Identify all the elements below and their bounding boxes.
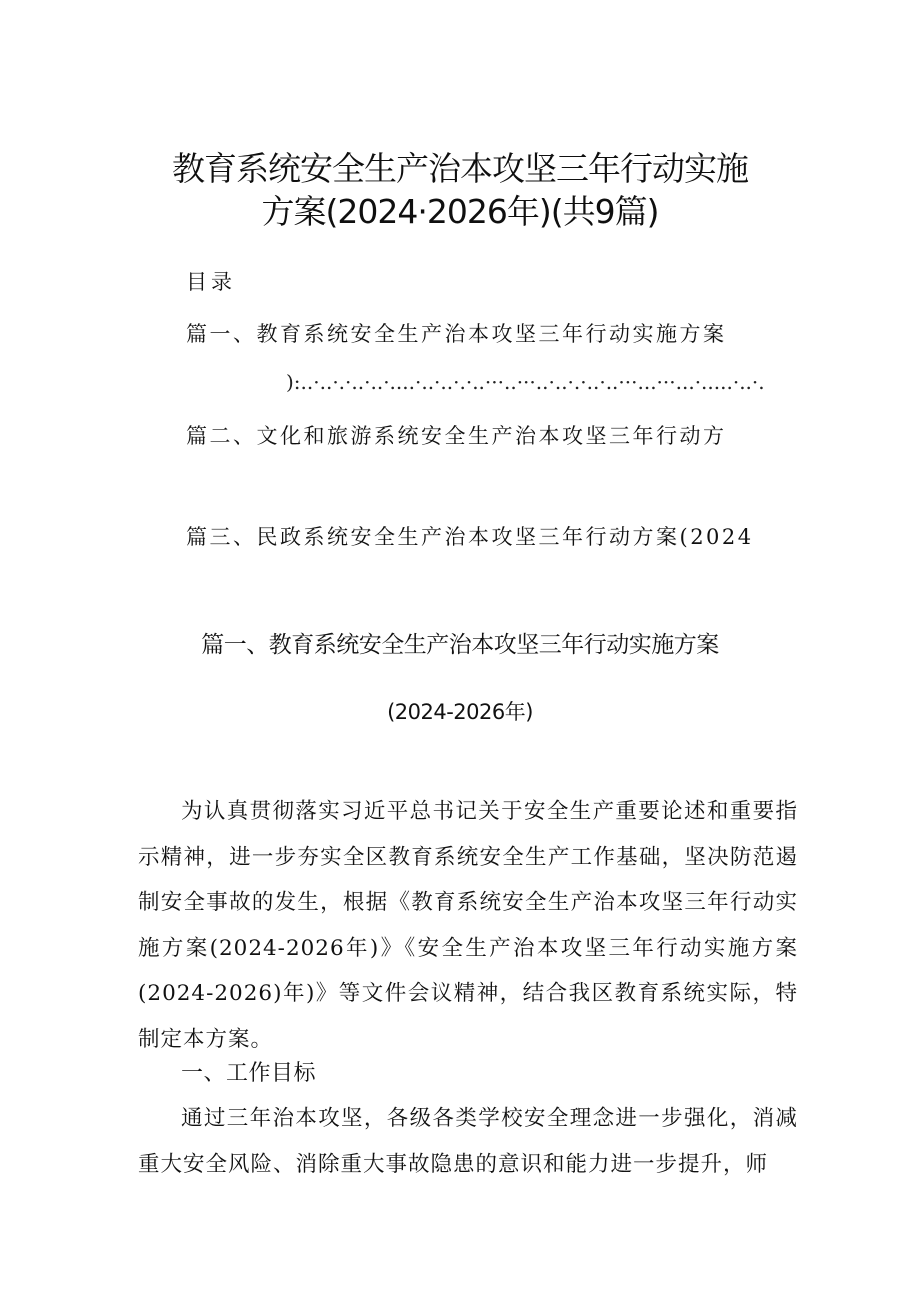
section-subtitle: (2024-2026年) xyxy=(387,700,533,724)
document-title-line2: 方案(2024·2026年)(共9篇) xyxy=(261,192,659,231)
toc-leader-dots: ):..·..·.·..·..·....·..·..·.·..···..···..·..·.·..·..···...···...·.....·..·. xyxy=(286,370,765,394)
toc-entry-3[interactable]: 篇三、民政系统安全生产治本攻坚三年行动方案(2024 xyxy=(186,525,754,549)
section-heading-goals: 一、工作目标 xyxy=(181,1061,317,1086)
intro-paragraph: 为认真贯彻落实习近平总书记关于安全生产重要论述和重要指示精神，进一步夯实全区教育系统安全生产工作基础，坚决防范遏制安全事故的发生，根据《教育系统安全生产治本攻坚三年行动实施方案(2024-2026年)》《安全生产治本攻坚三年行动实施方案(2024-2026)年)》等文件会议精神，结合我区教育系统实际，特制定本方案。 xyxy=(138,799,798,1052)
toc-label: 目录 xyxy=(186,270,236,294)
toc-entry-1[interactable]: 篇一、教育系统安全生产治本攻坚三年行动实施方案 xyxy=(186,322,727,346)
document-title-line1: 教育系统安全生产治本攻坚三年行动实施 xyxy=(172,149,748,188)
section-title: 篇一、教育系统安全生产治本攻坚三年行动实施方案 xyxy=(201,632,719,658)
toc-entry-2[interactable]: 篇二、文化和旅游系统安全生产治本攻坚三年行动方 xyxy=(186,424,727,448)
goals-paragraph: 通过三年治本攻坚，各级各类学校安全理念进一步强化，消减重大安全风险、消除重大事故隐患的意识和能力进一步提升，师 xyxy=(138,1106,798,1177)
